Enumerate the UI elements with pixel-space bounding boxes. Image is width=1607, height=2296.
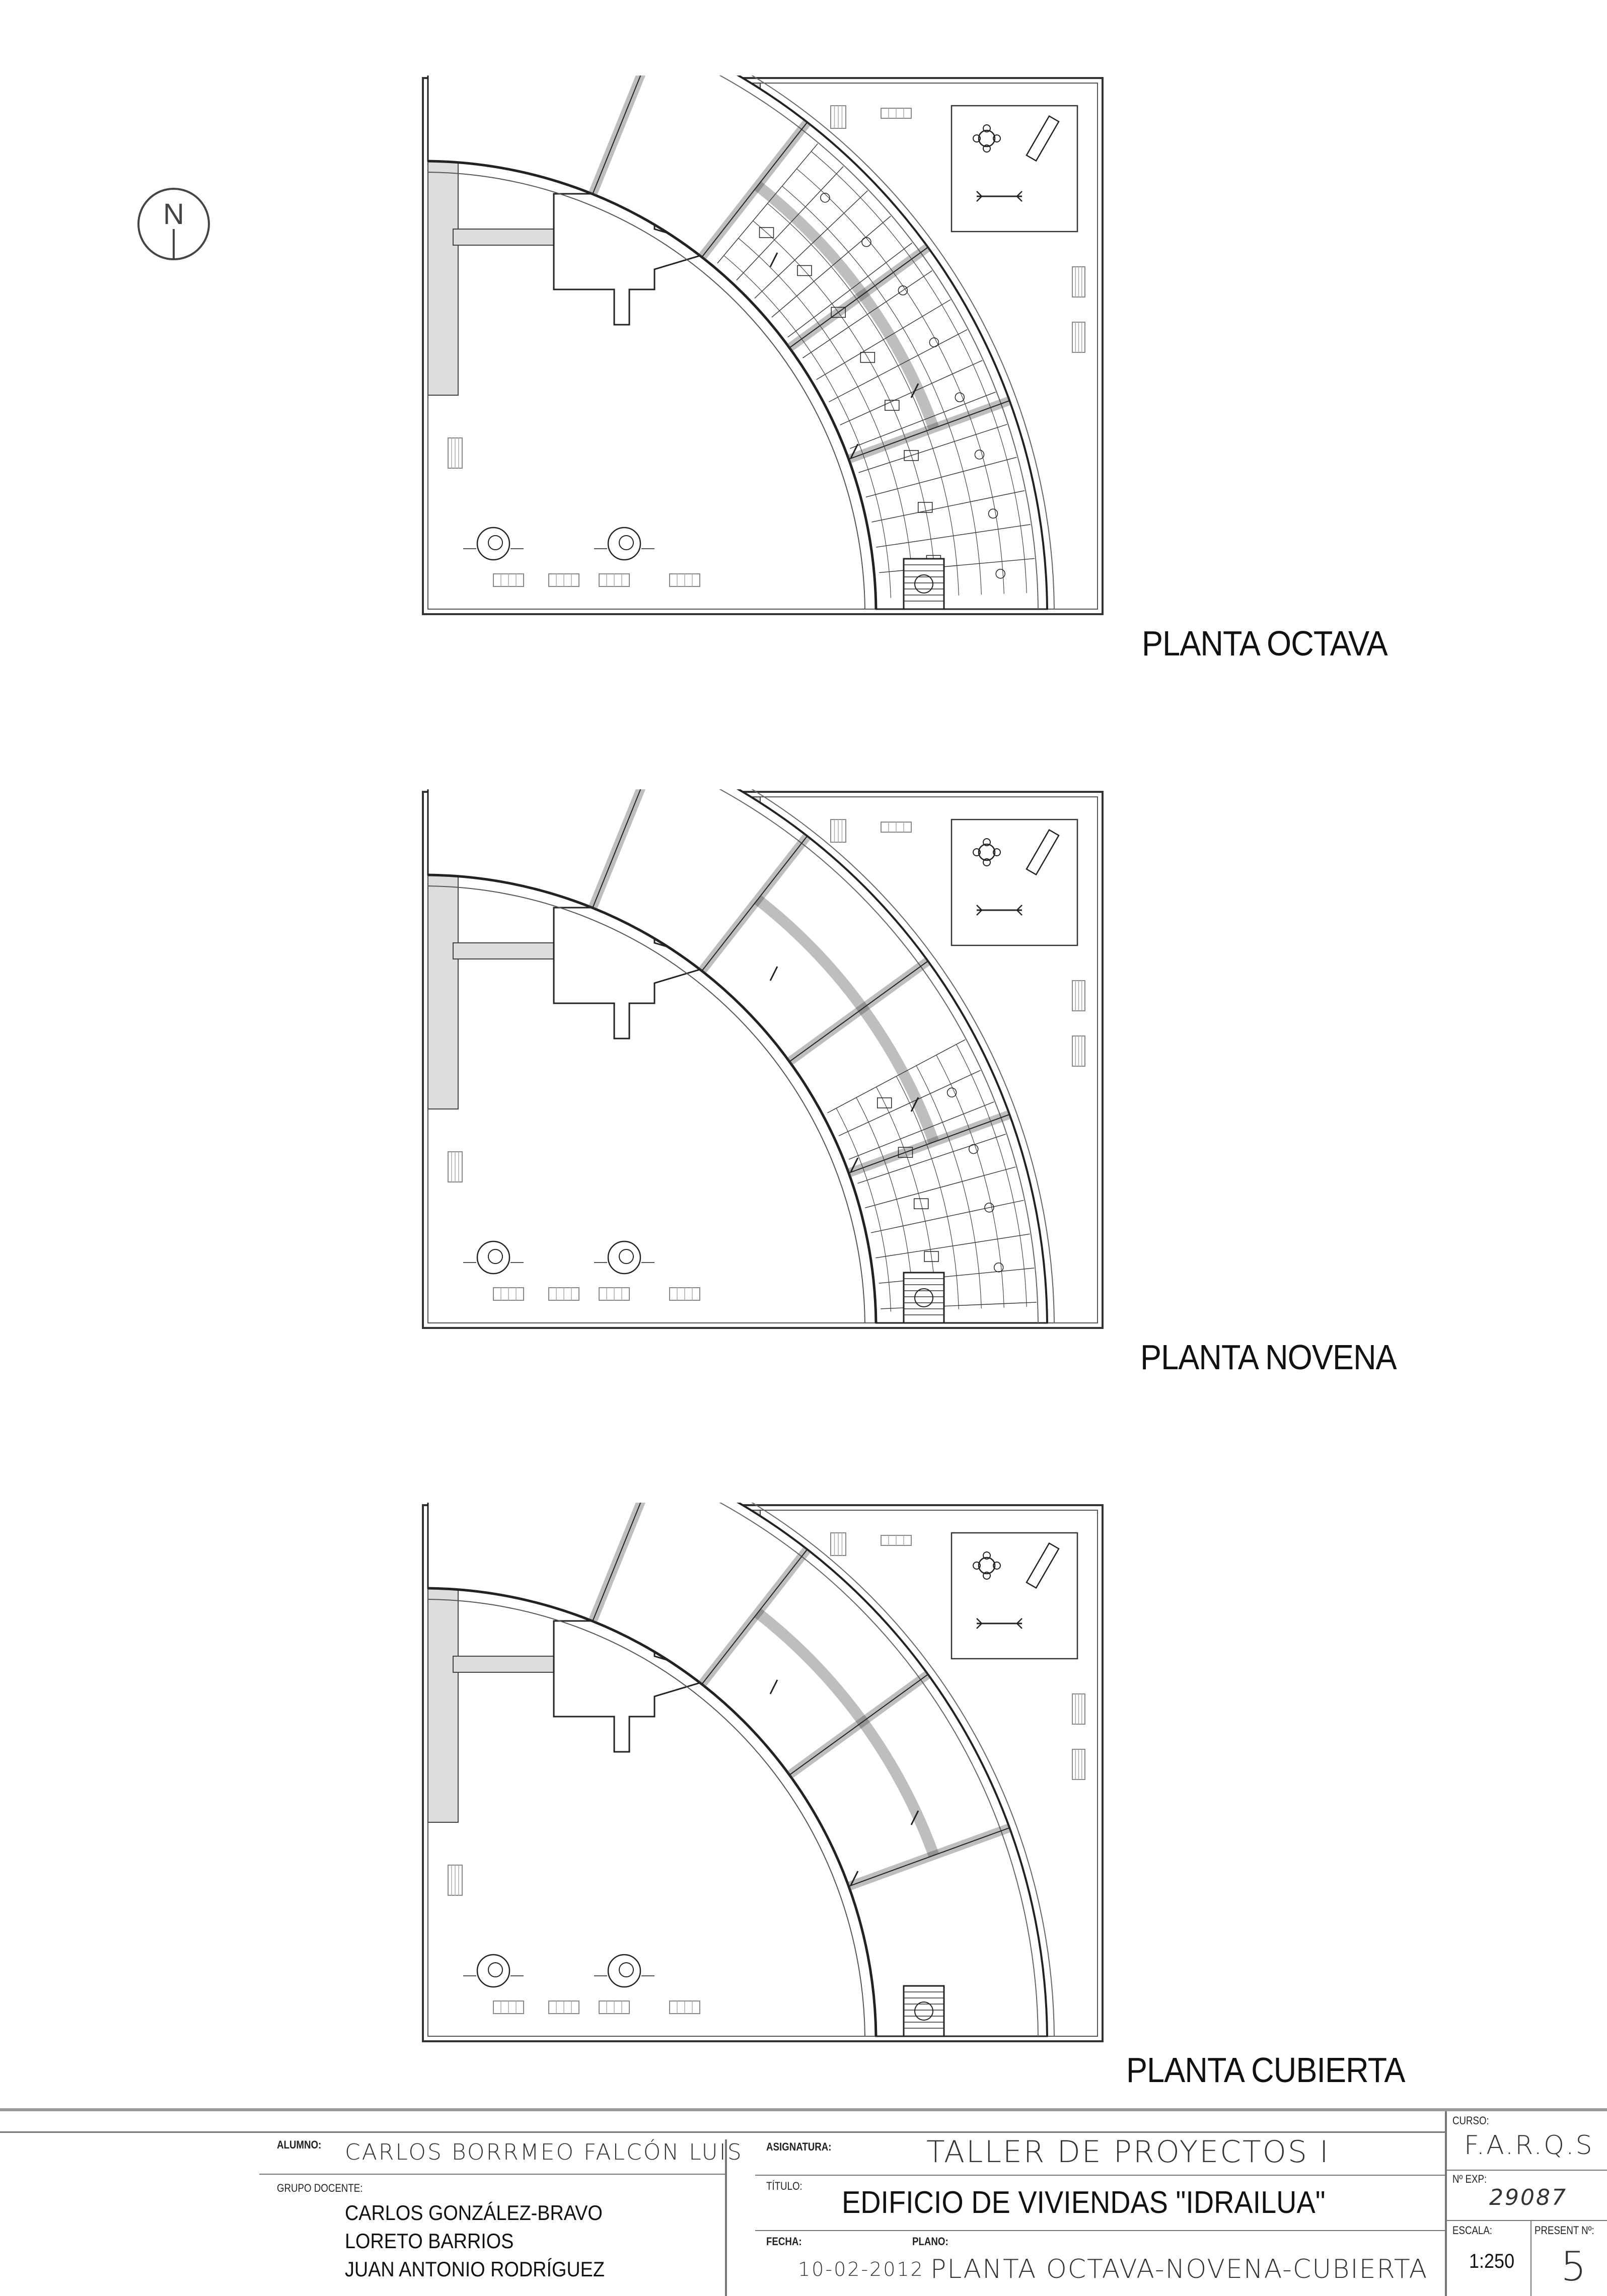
north-letter: N	[163, 198, 184, 231]
nexp-value: 29087	[1489, 2185, 1567, 2210]
nexp-label: Nº EXP:	[1452, 2173, 1487, 2185]
title-block-rule	[755, 2175, 1445, 2176]
plan-title-cubierta: PLANTA CUBIERTA	[1126, 2050, 1405, 2090]
stair-core	[904, 559, 944, 609]
docente-2: LORETO BARRIOS	[345, 2229, 514, 2253]
plan-geometry	[423, 1503, 1103, 2041]
stair-core	[904, 1986, 944, 2036]
floor-plan-novena	[418, 789, 1108, 1333]
titulo-value: EDIFICIO DE VIVIENDAS "IDRAILUA"	[842, 2185, 1326, 2220]
escala-label: ESCALA:	[1452, 2224, 1492, 2237]
plan-title-octava: PLANTA OCTAVA	[1142, 624, 1387, 663]
title-block-rule	[259, 2174, 725, 2175]
title-block-top-rule	[0, 2108, 1607, 2111]
curso-value: F.A.R.Q.S	[1464, 2130, 1594, 2161]
plan-geometry	[423, 76, 1103, 614]
titulo-label: TÍTULO:	[766, 2180, 802, 2192]
plano-value: PLANTA OCTAVA-NOVENA-CUBIERTA	[930, 2254, 1428, 2284]
plan-geometry	[423, 789, 1103, 1328]
title-block-divider	[1445, 2111, 1447, 2296]
grupo-docente-label: GRUPO DOCENTE:	[277, 2182, 363, 2194]
title-block-rule	[755, 2230, 1445, 2231]
stair-core	[904, 1273, 944, 1323]
title-block-divider	[1530, 2220, 1531, 2296]
asignatura-label: ASIGNATURA:	[766, 2140, 832, 2153]
fecha-value: 10-02-2012	[798, 2258, 924, 2280]
title-block-rule	[1445, 2220, 1607, 2221]
plan-title-novena: PLANTA NOVENA	[1140, 1338, 1397, 1377]
north-arrow-icon	[136, 186, 211, 262]
plano-label: PLANO:	[912, 2235, 948, 2248]
docente-1: CARLOS GONZÁLEZ-BRAVO	[345, 2201, 603, 2225]
floor-plan-octava	[418, 76, 1108, 619]
fecha-label: FECHA:	[766, 2235, 802, 2248]
escala-value: 1:250	[1469, 2250, 1515, 2272]
present-value: 5	[1561, 2243, 1588, 2290]
alumno-label: ALUMNO:	[277, 2138, 322, 2151]
title-block-rule	[0, 2131, 1445, 2133]
docente-3: JUAN ANTONIO RODRÍGUEZ	[345, 2257, 605, 2281]
floor-plan-cubierta	[418, 1503, 1108, 2046]
alumno-name: CARLOS BORRMEO FALCÓN LUIS	[345, 2139, 743, 2165]
title-block-rule	[1445, 2170, 1607, 2171]
asignatura-value: TALLER DE PROYECTOS I	[926, 2134, 1330, 2170]
present-label: PRESENT Nº:	[1535, 2224, 1594, 2237]
curso-label: CURSO:	[1452, 2114, 1489, 2127]
